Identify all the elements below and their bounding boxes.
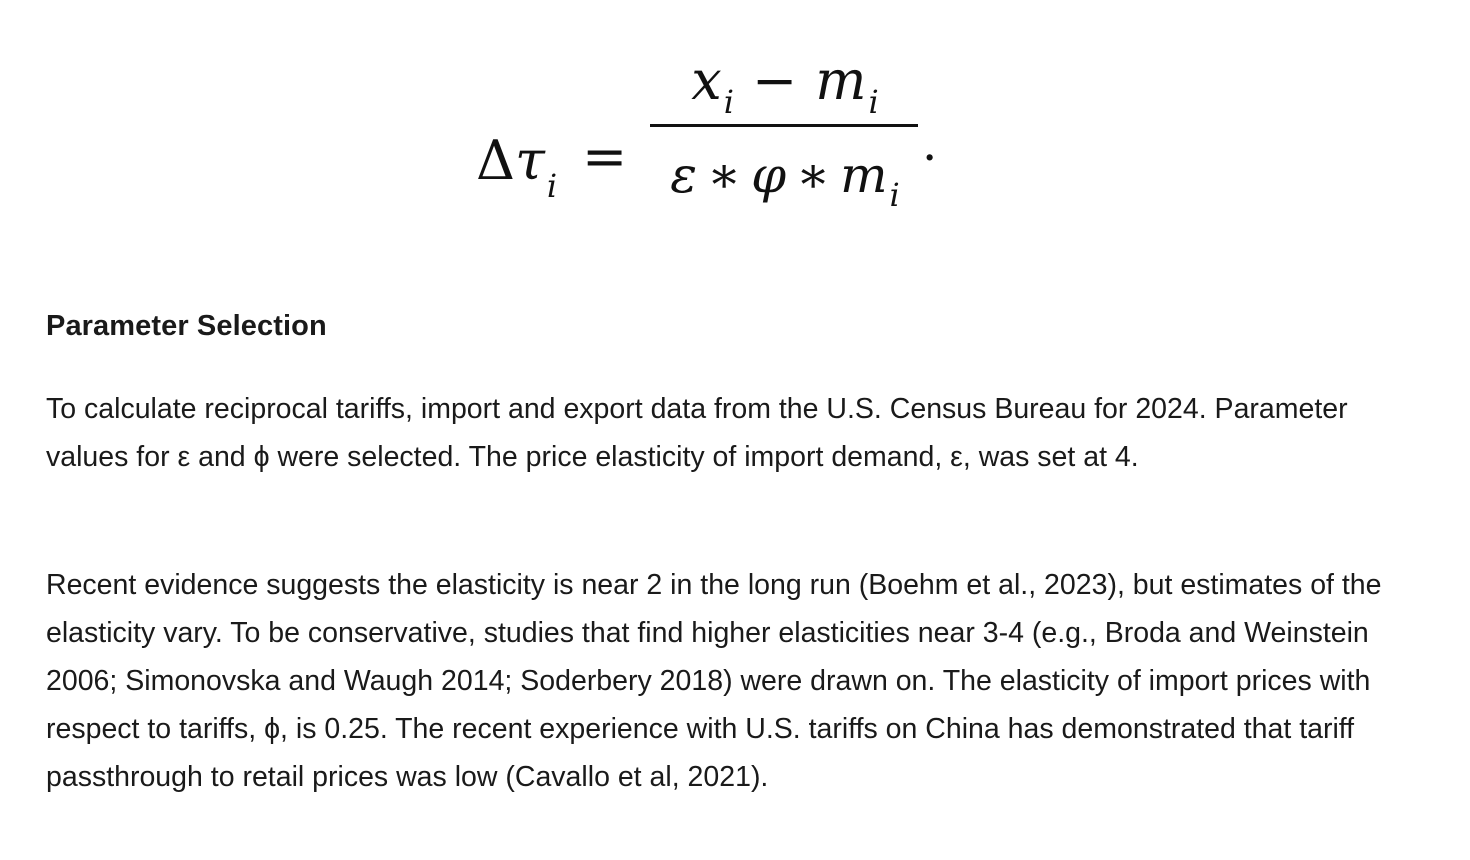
epsilon-symbol: ε <box>670 146 698 204</box>
x-variable: x <box>691 49 722 112</box>
m-subscript: i <box>868 83 879 121</box>
formula-period: . <box>922 116 938 172</box>
section-heading: Parameter Selection <box>46 310 327 342</box>
paragraph-parameter-values: To calculate reciprocal tariffs, import and export data from the U.S. Census Bureau for 2024. Parameter values for ε and ϕ were selected. The price elasticity of import demand, ε, was set at 4. <box>46 393 1348 473</box>
equals-sign: = <box>582 125 628 188</box>
delta-symbol: Δ <box>476 129 515 192</box>
minus-sign: − <box>752 49 798 112</box>
phi-symbol: φ <box>751 146 787 204</box>
m-subscript-denominator: i <box>889 176 900 214</box>
m-variable: m <box>815 49 867 112</box>
tau-subscript: i <box>546 167 558 205</box>
multiply-sign-2: ∗ <box>796 146 831 204</box>
fraction-bar <box>650 124 918 127</box>
formula-lhs <box>476 129 558 205</box>
tariff-formula <box>470 40 950 220</box>
tau-symbol: τ <box>515 129 545 192</box>
paragraph-recent-evidence: Recent evidence suggests the elasticity is near 2 in the long run (Boehm et al., 2023), but estimates of the elasticity vary. To be conservative, studies that find higher elasticities near 3-4 (e.g., Broda and Weinstein 2006; Simonovska and Waugh 2014; Soderbery 2018) were drawn on. The elasticity of import prices with respect to tariffs, ϕ, is 0.25. The recent experience with U.S. tariffs on China has demonstrated that tariff passthrough to retail prices was low (Cavallo et al, 2021). <box>46 569 1382 793</box>
multiply-sign-1: ∗ <box>707 146 742 204</box>
x-subscript: i <box>723 83 734 121</box>
formula-numerator <box>650 49 920 121</box>
formula-denominator <box>650 146 920 214</box>
m-variable-denominator: m <box>840 146 888 204</box>
